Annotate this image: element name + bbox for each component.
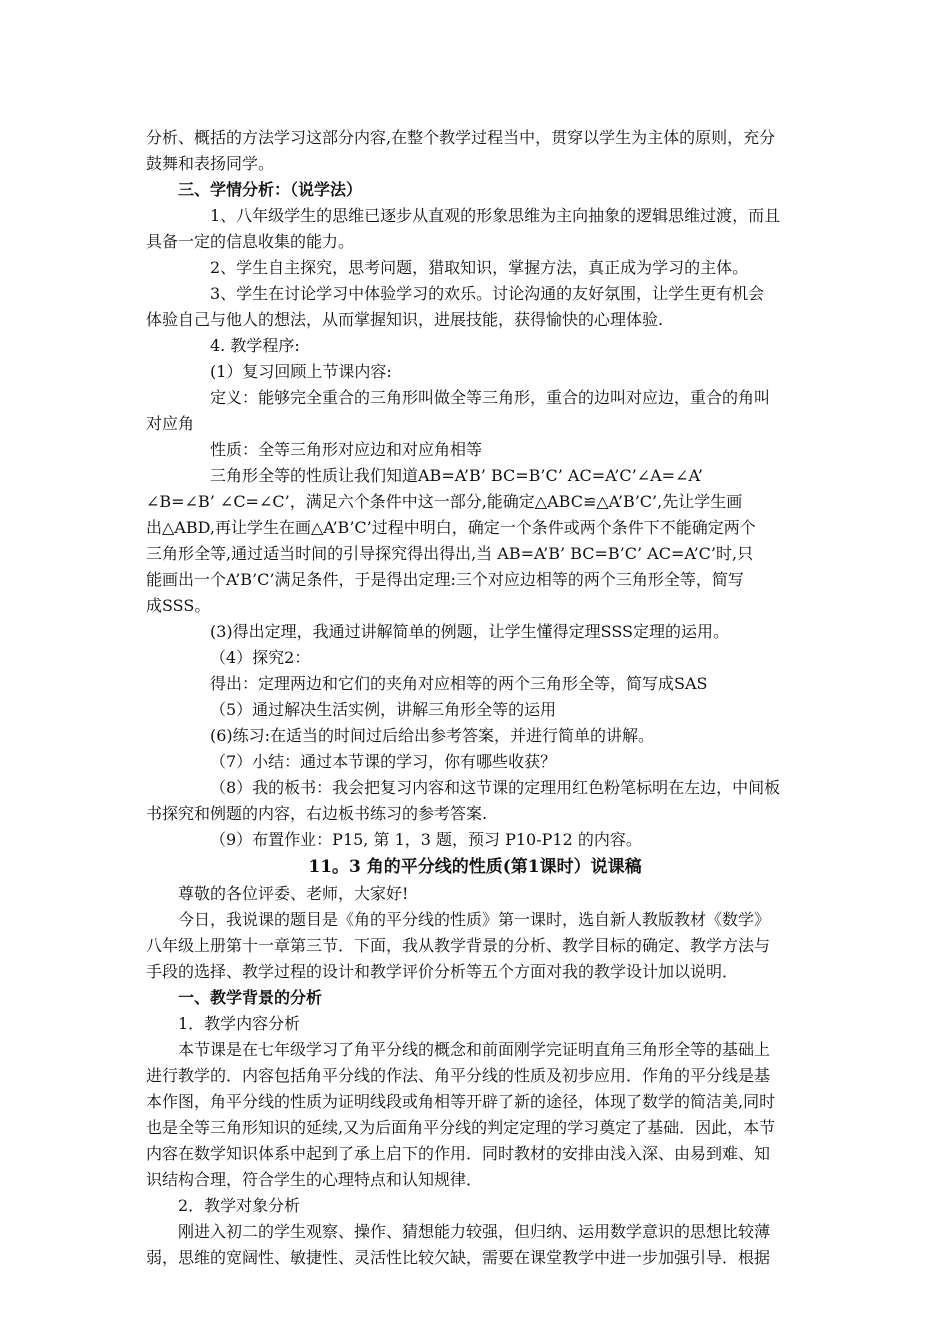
- document-title: 11。3 角的平分线的性质(第1课时）说课稿: [308, 857, 642, 877]
- text-line: 本节课是在七年级学习了角平分线的概念和前面刚学完证明直角三角形全等的基础上: [178, 1040, 771, 1059]
- text-line: 2、学生自主探究，思考问题，猎取知识，掌握方法，真正成为学习的主体。: [210, 258, 749, 277]
- text-line: 分析、概括的方法学习这部分内容,在整个教学过程当中，贯穿以学生为主体的原则，充分: [146, 128, 776, 147]
- text-line: 书探究和例题的内容，右边板书练习的参考答案.: [146, 804, 488, 823]
- text-line: (6)练习:在适当的时间过后给出参考答案，并进行简单的讲解。: [210, 726, 655, 745]
- text-line: 得出：定理两边和它们的夹角对应相等的两个三角形全等，简写成SAS: [210, 674, 708, 693]
- text-line: （5）通过解决生活实例，讲解三角形全等的运用: [210, 700, 557, 719]
- text-line: 4. 教学程序:: [210, 336, 300, 355]
- text-line: ∠B=∠B’ ∠C=∠C’，满足六个条件中这一部分,能确定△ABC≌△A’B’C’,先让学生画: [146, 492, 743, 511]
- text-line: (3)得出定理，我通过讲解简单的例题，让学生懂得定理SSS定理的运用。: [210, 622, 729, 641]
- text-line: 今日，我说课的题目是《角的平分线的性质》第一课时，选自新人教版教材《数学》: [178, 910, 771, 929]
- text-line: 3、学生在讨论学习中体验学习的欢乐。讨论沟通的友好氛围，让学生更有机会: [210, 284, 765, 303]
- text-line: （9）布置作业：P15, 第 1，3 题，预习 P10-P12 的内容。: [210, 830, 642, 849]
- text-line: 三角形全等的性质让我们知道AB=A’B’ BC=B’C’ AC=A’C’∠A=∠A’: [210, 466, 703, 485]
- text-line: 本作图，角平分线的性质为证明线段或角相等开辟了新的途径，体现了数学的简洁美,同时: [146, 1092, 776, 1111]
- text-line: 1、八年级学生的思维已逐步从直观的形象思维为主向抽象的逻辑思维过渡，而且: [210, 206, 781, 225]
- text-line: 也是全等三角形知识的延续,又为后面角平分线的判定定理的学习奠定了基础．因此，本节: [146, 1118, 776, 1137]
- text-line: 刚进入初二的学生观察、操作、猜想能力较强，但归纳、运用数学意识的思想比较薄: [178, 1222, 771, 1241]
- text-line: 1．教学内容分析: [178, 1014, 301, 1033]
- text-line: 鼓舞和表扬同学。: [146, 154, 275, 173]
- text-line: 具备一定的信息收集的能力。: [146, 232, 355, 251]
- text-line: （8）我的板书：我会把复习内容和这节课的定理用红色粉笔标明在左边，中间板: [210, 778, 781, 797]
- text-line: （4）探究2：: [210, 648, 311, 667]
- text-line: 对应角: [146, 414, 195, 433]
- text-line: 手段的选择、教学过程的设计和教学评价分析等五个方面对我的教学设计加以说明．: [146, 962, 739, 981]
- text-line: （7）小结：通过本节课的学习，你有哪些收获？: [210, 752, 557, 771]
- text-line: 八年级上册第十一章第三节．下面，我从教学背景的分析、教学目标的确定、教学方法与: [146, 936, 771, 955]
- text-line: 进行教学的．内容包括角平分线的作法、角平分线的性质及初步应用．作角的平分线是基: [146, 1066, 771, 1085]
- text-line: 定义：能够完全重合的三角形叫做全等三角形，重合的边叫对应边，重合的角叫: [210, 388, 771, 407]
- text-line: 弱，思维的宽阔性、敏捷性、灵活性比较欠缺，需要在课堂教学中进一步加强引导．根据: [146, 1248, 771, 1267]
- text-line: 内容在数学知识体系中起到了承上启下的作用．同时教材的安排由浅入深、由易到难、知: [146, 1144, 771, 1163]
- text-line: 2．教学对象分析: [178, 1196, 301, 1215]
- section-heading: 三、学情分析：（说学法）: [178, 180, 363, 199]
- section-heading: 一、教学背景的分析: [178, 988, 323, 1007]
- text-line: 识结构合理，符合学生的心理特点和认知规律．: [146, 1170, 483, 1189]
- text-line: 尊敬的各位评委、老师，大家好!: [178, 884, 409, 903]
- text-line: 出△ABD,再让学生在画△A’B’C’过程中明白，确定一个条件或两个条件下不能确定两个: [146, 518, 756, 537]
- text-line: 性质：全等三角形对应边和对应角相等: [210, 440, 483, 459]
- text-line: 成SSS。: [146, 596, 211, 615]
- text-line: 三角形全等,通过适当时间的引导探究得出得出,当 AB=A’B’ BC=B’C’ AC=A’C’时,只: [146, 544, 754, 563]
- text-line: 能画出一个A’B’C’满足条件，于是得出定理:三个对应边相等的两个三角形全等，简写: [146, 570, 744, 589]
- text-line: 体验自己与他人的想法，从而掌握知识，进展技能，获得愉快的心理体验.: [146, 310, 664, 329]
- text-line: (1）复习回顾上节课内容:: [210, 362, 392, 381]
